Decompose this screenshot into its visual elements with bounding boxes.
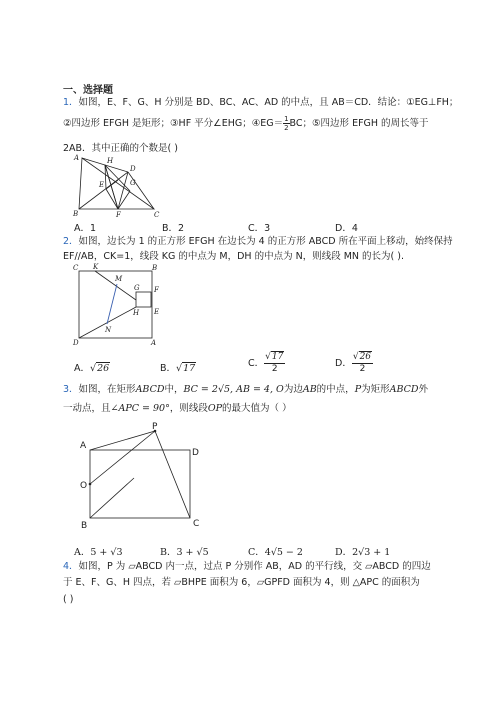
q2-label-G: G — [134, 284, 140, 292]
q2-option-a: A．√26 — [74, 363, 110, 374]
q1-label-H: H — [107, 157, 114, 165]
q4-line2: 于 E、F、G、H 四点，若 ▱BHPE 面积为 6，▱GPFD 面积为 4，则 △APC 的面积为 — [63, 577, 420, 588]
q4-number: 4． — [63, 561, 79, 572]
q2-label-H: H — [133, 309, 140, 317]
q1-fraction: $\frac{1}{2}$ — [284, 115, 289, 132]
q2-option-d-radicand: 26 — [359, 352, 372, 362]
q1-text2a: ②四边形 EFGH 是矩形；③HF 平分∠EHG；④EG＝ — [63, 118, 284, 129]
q2-line2: EF//AB，CK=1，线段 KG 的中点为 M，DH 的中点为 N，则线段 MN 的长为( ). — [63, 251, 404, 262]
q3-angle: ∠APC = 90° — [110, 403, 170, 414]
q1-option-c: C．3 — [248, 223, 271, 234]
q1-line3: 2AB．其中正确的个数是( ) — [63, 143, 178, 154]
q2-option-c-radicand: 17 — [271, 352, 284, 362]
q2-option-c-denominator: 2 — [271, 364, 278, 374]
q1-option-b: B．2 — [162, 223, 185, 234]
q3-option-d: D．2√3 + 1 — [335, 547, 391, 558]
q3-label-B: B — [81, 521, 88, 531]
q2-label-E: E — [154, 308, 160, 316]
q1-label-C: C — [154, 211, 160, 219]
q1-label-D: D — [130, 165, 136, 173]
q2-figure — [72, 262, 162, 346]
q3-label-C: C — [193, 519, 200, 529]
q1-text1: 如图，E、F、G、H 分别是 BD、BC、AC、AD 的中点，且 AB＝CD．结论：①EG⊥FH； — [78, 97, 459, 108]
q1-label-G: G — [130, 179, 136, 187]
q1-label-B: B — [73, 210, 79, 218]
q1-option-a: A．1 — [74, 223, 97, 234]
q1-line2 — [63, 115, 429, 132]
q2-label-F: F — [154, 286, 159, 294]
q2-option-d: D． $\frac{√26}{2}$ — [335, 352, 372, 374]
q3-option-b: B．3 + √5 — [160, 547, 209, 558]
q2-option-c: C． $\frac{√17}{2}$ — [248, 352, 284, 374]
q2-line1 — [63, 236, 453, 248]
q4-line3: ( ) — [63, 594, 74, 605]
q4-line1: 4．如图，P 为 ▱ABCD 内一点，过点 P 分别作 AB，AD 的平行线，交 ▱ABCD 的四边 — [63, 561, 431, 572]
q1-option-d: D．4 — [335, 223, 358, 234]
q2-label-N: N — [105, 326, 112, 334]
q3-option-a: A．5 + √3 — [74, 547, 123, 558]
q1-line1 — [63, 97, 458, 109]
q3-line1: 3．如图，在矩形ABCD中，BC = 2√5, AB = 4, O为边AB的中点，P为矩形ABCD外 — [63, 384, 429, 395]
q2-option-d-denominator: 2 — [359, 364, 366, 374]
q1-text2b: BC；⑤四边形 EFGH 的周长等于 — [289, 118, 429, 129]
q3-figure — [76, 420, 216, 532]
q2-label-C: C — [73, 264, 79, 272]
q1-figure — [70, 152, 170, 220]
q3-label-A: A — [80, 441, 87, 451]
section-title: 一、选择题 — [63, 85, 113, 96]
q1-label-E: E — [99, 181, 105, 189]
q1-label-A: A — [74, 154, 80, 162]
q1-number: 1． — [63, 97, 79, 108]
q3-number: 3． — [63, 384, 79, 395]
q3-line2: 一动点，且∠APC = 90°，则线段OP的最大值为（ ） — [63, 403, 292, 414]
q3-condition: BC = 2√5, AB = 4, O — [183, 384, 284, 395]
q2-option-a-radicand: 26 — [97, 363, 110, 374]
q3-label-O: O — [80, 481, 88, 491]
q3-option-c: C．4√5 − 2 — [248, 547, 303, 558]
q2-label-K: K — [93, 263, 99, 271]
q2-text1: 如图，边长为 1 的正方形 EFGH 在边长为 4 的正方形 ABCD 所在平面上移动，始终保持 — [78, 236, 453, 247]
q2-label-D: D — [73, 339, 79, 346]
q1-label-F: F — [116, 211, 121, 219]
q3-label-P: P — [152, 422, 158, 432]
q2-label-M: M — [115, 275, 123, 283]
q3-label-D: D — [192, 448, 199, 458]
q2-option-b-radicand: 17 — [183, 363, 196, 374]
q2-option-b: B．√17 — [160, 363, 196, 374]
q2-label-B: B — [152, 264, 158, 272]
q2-label-A: A — [151, 339, 157, 346]
q2-number: 2． — [63, 236, 79, 247]
